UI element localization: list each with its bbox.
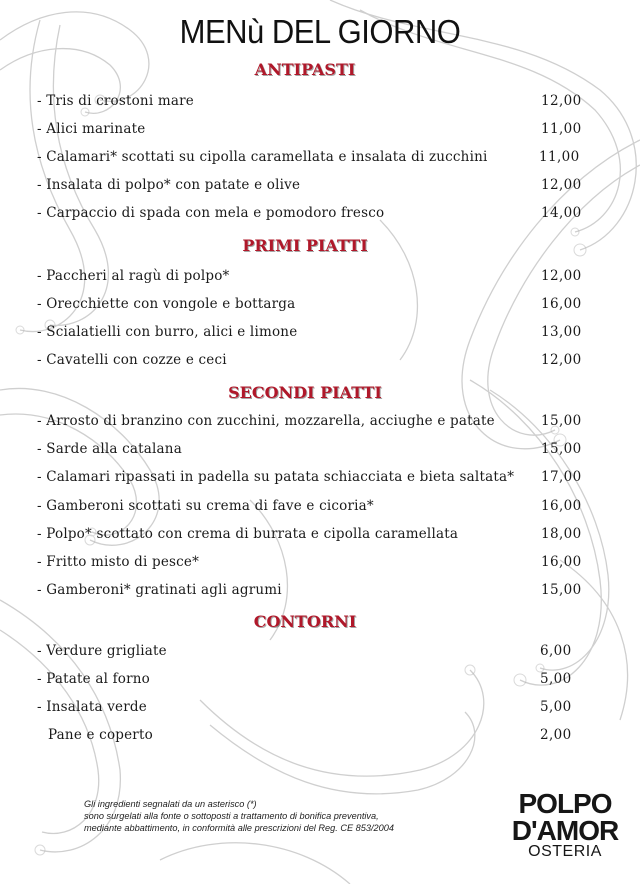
menu-item-price: 12,00	[541, 93, 582, 109]
menu-item: - Polpo* scottato con crema di burrata e cipolla caramellata	[37, 526, 459, 542]
menu-item-price: 14,00	[541, 205, 582, 221]
menu-item-price: 15,00	[541, 441, 582, 457]
menu-item: - Gamberoni scottati su crema di fave e cicoria*	[37, 498, 374, 514]
menu-item-price: 12,00	[541, 268, 582, 284]
footnote-line: sono surgelati alla fonte o sottoposti a trattamento di bonifica preventiva,	[84, 811, 379, 821]
allergen-footnote	[84, 798, 444, 834]
section-heading-secondi-piatti: SECONDI PIATTI	[228, 383, 382, 402]
menu-item-price: 16,00	[541, 554, 582, 570]
logo-line: D'AMOR	[511, 815, 619, 846]
section-heading-primi-piatti: PRIMI PIATTI	[242, 236, 368, 255]
menu-item-price: 12,00	[541, 177, 582, 193]
menu-item: - Verdure grigliate	[37, 643, 167, 659]
menu-item: - Fritto misto di pesce*	[37, 554, 200, 570]
section-heading-contorni: CONTORNI	[253, 612, 357, 631]
menu-item-price: 2,00	[540, 727, 572, 743]
menu-item: - Paccheri al ragù di polpo*	[37, 268, 230, 284]
menu-item-price: 16,00	[541, 498, 582, 514]
menu-item: - Sarde alla catalana	[37, 441, 182, 457]
menu-item: - Cavatelli con cozze e ceci	[37, 352, 227, 368]
menu-item: - Insalata verde	[37, 699, 147, 715]
menu-item-price: 13,00	[541, 324, 582, 340]
logo-line: OSTERIA	[528, 843, 602, 860]
menu-item: - Gamberoni* gratinati agli agrumi	[37, 582, 282, 598]
menu-item-price: 11,00	[539, 149, 580, 165]
footnote-line: mediante abbattimento, in conformità alle prescrizioni del Reg. CE 853/2004	[84, 823, 394, 833]
section-heading-antipasti: ANTIPASTI	[254, 60, 356, 79]
menu-item: - Calamari ripassati in padella su patata schiacciata e bieta saltata*	[37, 469, 515, 485]
menu-item: - Carpaccio di spada con mela e pomodoro fresco	[37, 205, 385, 221]
menu-item-price: 5,00	[540, 699, 572, 715]
menu-item: - Tris di crostoni mare	[37, 93, 194, 109]
menu-item: - Scialatielli con burro, alici e limone	[37, 324, 298, 340]
restaurant-logo	[505, 790, 625, 860]
menu-item-price: 15,00	[541, 413, 582, 429]
menu-item: - Alici marinate	[37, 121, 146, 137]
menu-item: Pane e coperto	[48, 727, 153, 743]
page-title: MENù DEL GIORNO	[179, 12, 461, 51]
footnote-line: Gli ingredienti segnalati da un asterisco (*)	[84, 799, 257, 809]
menu-item-price: 17,00	[541, 469, 582, 485]
menu-item-price: 16,00	[541, 296, 582, 312]
menu-item-price: 15,00	[541, 582, 582, 598]
menu-item-price: 18,00	[541, 526, 582, 542]
menu-item: - Orecchiette con vongole e bottarga	[37, 296, 296, 312]
menu-item: - Insalata di polpo* con patate e olive	[37, 177, 301, 193]
menu-item: - Arrosto di branzino con zucchini, mozzarella, acciughe e patate	[37, 413, 495, 429]
menu-item-price: 12,00	[541, 352, 582, 368]
menu-item: - Patate al forno	[37, 671, 151, 687]
menu-item-price: 5,00	[540, 671, 572, 687]
logo-line: POLPO	[518, 788, 612, 819]
menu-item-price: 11,00	[541, 121, 582, 137]
menu-item: - Calamari* scottati su cipolla caramellata e insalata di zucchini	[37, 149, 488, 165]
menu-item-price: 6,00	[540, 643, 572, 659]
